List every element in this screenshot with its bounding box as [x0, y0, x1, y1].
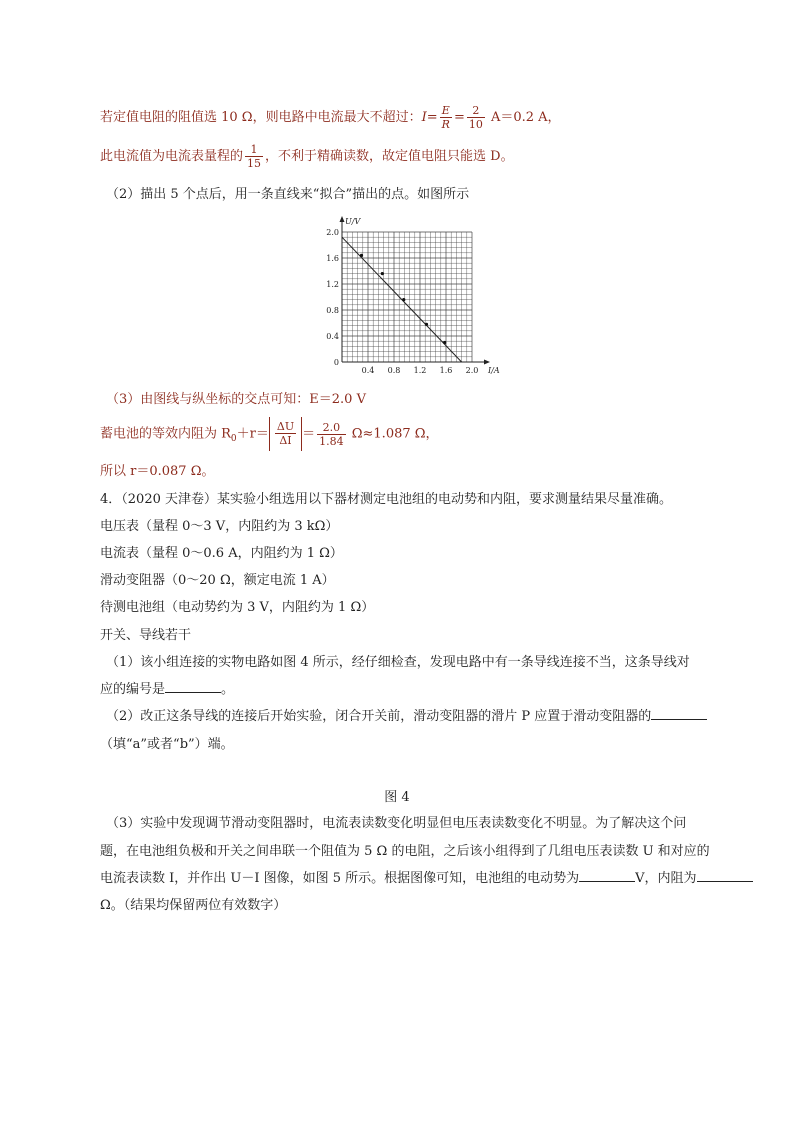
solution-line-2	[100, 143, 514, 170]
figure-caption	[0, 786, 794, 805]
solution-text: ＋r＝	[236, 426, 269, 442]
question-text: 。	[221, 682, 235, 697]
part-1-line-2	[100, 678, 234, 697]
y-tick-label: 0.8	[326, 306, 339, 315]
equipment-text: 电压表（量程 0～3 V，内阻约为 3 kΩ）	[100, 519, 339, 534]
part-1-line-1	[106, 651, 690, 670]
x-tick-label: 2.0	[465, 366, 479, 375]
part-2-line-1	[106, 705, 707, 724]
answer-blank[interactable]	[697, 869, 753, 882]
current-symbol: I	[421, 110, 427, 125]
x-axis-label: I/A	[488, 366, 500, 375]
solution-line-5	[100, 417, 439, 451]
equipment-item	[100, 515, 338, 534]
question-text: （1）该小组连接的实物电路如图 4 所示，经仔细检查，发现电路中有一条导线连接不当，这条导线对	[106, 655, 690, 670]
fraction-denominator: 10	[468, 118, 483, 131]
solution-text: 若定值电阻的阻值选 10 Ω，则电路中电流最大不超过：	[100, 110, 422, 125]
data-point	[402, 298, 405, 301]
part-3-line-1	[106, 812, 686, 831]
graph-ticks	[326, 228, 478, 375]
part-3-line-3	[100, 867, 753, 886]
solution-text: 所以 r＝0.087 Ω。	[100, 464, 215, 479]
solution-text: 此电流值为电流表量程的	[100, 149, 244, 164]
graph-grid	[342, 232, 472, 362]
y-tick-label: 1.6	[326, 254, 339, 263]
equipment-item	[100, 596, 374, 615]
data-point	[360, 254, 363, 257]
equals-sign: =	[453, 110, 465, 125]
equipment-text: 待测电池组（电动势约为 3 V，内阻约为 1 Ω）	[100, 600, 375, 615]
fraction-numerator: 2	[467, 104, 485, 118]
data-point	[425, 323, 428, 326]
y-axis-arrow	[340, 216, 345, 222]
x-tick-label: 1.2	[413, 366, 427, 375]
y-tick-label: 2.0	[326, 228, 339, 237]
x-tick-label: 0.4	[361, 366, 375, 375]
equals-sign: ＝	[302, 426, 316, 442]
x-tick-label: 0.8	[387, 366, 401, 375]
question-text: （填“a”或者“b”）端。	[100, 737, 234, 752]
solution-text: ，不利于精确读数，故定值电阻只能选 D。	[265, 149, 514, 164]
x-tick-label: 1.6	[439, 366, 453, 375]
fraction-du-over-di	[275, 420, 296, 447]
question-text: 4．（2020 天津卷）某实验小组选用以下器材测定电池组的电动势和内阻，要求测量结果尽量准确。	[100, 492, 672, 507]
y-axis-label: U/V	[345, 217, 361, 226]
answer-blank[interactable]	[165, 680, 221, 693]
figure-caption-text: 图 4	[384, 790, 410, 805]
solution-line-6	[100, 460, 214, 479]
fraction-2-over-10	[467, 104, 485, 131]
fraction-denominator: 15	[247, 157, 262, 170]
equipment-item	[100, 542, 343, 561]
data-points	[360, 254, 446, 344]
question-text: （3）实验中发现调节滑动变阻器时，电流表读数变化明显但电压表读数变化不明显。为了解决这个问	[106, 816, 687, 831]
equipment-item	[100, 569, 335, 588]
fraction-numerator: 2.0	[317, 421, 346, 435]
x-axis-arrow	[484, 360, 490, 365]
absolute-value	[269, 417, 302, 451]
solution-text: （2）描出 5 个点后，用一条直线来“拟合”描出的点。如图所示	[106, 187, 470, 202]
solution-line-1	[100, 104, 561, 131]
question-text: 题，在电池组负极和开关之间串联一个阻值为 5 Ω 的电阻，之后该小组得到了几组电压表读数 U 和对应的	[100, 844, 710, 859]
answer-blank[interactable]	[579, 869, 635, 882]
fraction-1-over-15	[245, 143, 263, 170]
equipment-text: 开关、导线若干	[100, 628, 192, 643]
question-text: （2）改正这条导线的连接后开始实验，闭合开关前，滑动变阻器的滑片 P 应置于滑动变阻器的	[106, 709, 652, 724]
y-tick-label: 1.2	[326, 280, 339, 289]
question-4-intro	[100, 488, 672, 507]
solution-text: A＝0.2 A，	[486, 110, 561, 125]
question-text: 应的编号是	[100, 682, 166, 697]
y-tick-label: 0.4	[326, 332, 339, 341]
equipment-text: 滑动变阻器（0～20 Ω，额定电流 1 A）	[100, 573, 335, 588]
part-3-line-4	[100, 894, 286, 913]
y-tick-label: 0	[333, 358, 339, 367]
question-text: Ω。（结果均保留两位有效数字）	[100, 898, 287, 913]
data-point	[443, 341, 446, 344]
fraction-numerator: E	[440, 104, 452, 118]
equipment-text: 电流表（量程 0～0.6 A，内阻约为 1 Ω）	[100, 546, 343, 561]
fraction-denominator: 1.84	[319, 434, 344, 448]
data-point	[381, 272, 384, 275]
fraction-numerator: ΔU	[276, 420, 295, 433]
solution-text: Ω≈1.087 Ω，	[347, 426, 439, 442]
subscript-zero: 0	[230, 434, 237, 445]
fraction-denominator: ΔI	[279, 434, 292, 447]
equals-sign: =	[426, 110, 438, 125]
fraction-e-over-r	[440, 104, 452, 131]
solution-text: 蓄电池的等效内阻为 R	[100, 426, 231, 442]
u-i-graph	[320, 205, 510, 375]
solution-line-3	[106, 183, 469, 202]
fraction-2-over-184	[317, 421, 346, 448]
solution-text: （3）由图线与纵坐标的交点可知：E＝2.0 V	[106, 392, 366, 407]
solution-line-4	[106, 388, 366, 407]
question-text: V，内阻为	[635, 871, 697, 886]
part-3-line-2	[100, 840, 710, 859]
fraction-denominator: R	[441, 118, 450, 131]
part-2-line-2	[100, 733, 234, 752]
fraction-numerator: 1	[245, 143, 263, 157]
equipment-item	[100, 624, 191, 643]
answer-blank[interactable]	[651, 707, 707, 720]
question-text: 电流表读数 I，并作出 U－I 图像，如图 5 所示。根据图像可知，电池组的电动势为	[100, 871, 580, 886]
